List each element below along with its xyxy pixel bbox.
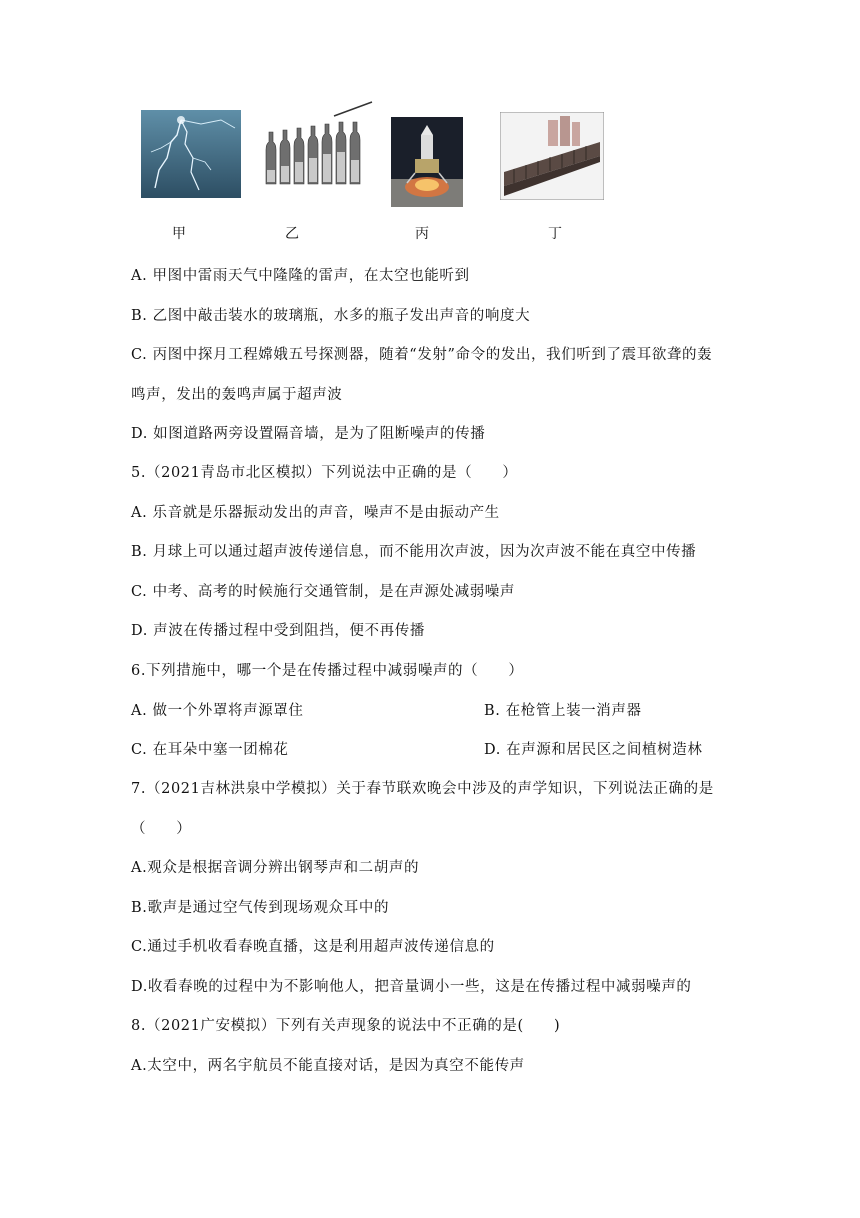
q5-option-c: C. 中考、高考的时候施行交通管制，是在声源处减弱噪声 (131, 584, 515, 600)
caption-bing: 丙 (415, 226, 429, 242)
q8-option-a: A.太空中，两名宇航员不能直接对话，是因为真空不能传声 (131, 1058, 525, 1074)
q7-option-a: A.观众是根据音调分辨出钢琴声和二胡声的 (131, 860, 420, 876)
q5-option-a: A. 乐音就是乐器振动发出的声音，噪声不是由振动产生 (131, 505, 500, 521)
figure-lightning (141, 110, 241, 198)
q6-option-c: C. 在耳朵中塞一团棉花 (131, 742, 289, 758)
caption-ding: 丁 (548, 226, 562, 242)
q7-option-d: D.收看春晚的过程中为不影响他人，把音量调小一些，这是在传播过程中减弱噪声的 (131, 979, 692, 995)
caption-yi: 乙 (285, 226, 299, 242)
q4-option-b: B. 乙图中敲击装水的玻璃瓶，水多的瓶子发出声音的响度大 (131, 308, 531, 324)
q7-stem: 7.（2021吉林洪泉中学模拟）关于春节联欢晚会中涉及的声学知识，下列说法正确的是 (131, 781, 714, 797)
q4-option-c-continued: 鸣声，发出的轰鸣声属于超声波 (131, 387, 343, 403)
figure-sound-barrier (500, 112, 604, 200)
caption-jia: 甲 (172, 226, 186, 242)
figure-bottles (262, 100, 374, 190)
q4-option-a: A. 甲图中雷雨天气中隆隆的雷声，在太空也能听到 (131, 268, 470, 284)
q4-option-d: D. 如图道路两旁设置隔音墙，是为了阻断噪声的传播 (131, 426, 486, 442)
q6-option-a: A. 做一个外罩将声源罩住 (131, 703, 304, 719)
q6-option-d: D. 在声源和居民区之间植树造林 (484, 742, 703, 758)
q5-stem: 5.（2021青岛市北区模拟）下列说法中正确的是（ ） (131, 465, 518, 481)
q5-option-b: B. 月球上可以通过超声波传递信息，而不能用次声波，因为次声波不能在真空中传播 (131, 544, 697, 560)
q8-stem: 8.（2021广安模拟）下列有关声现象的说法中不正确的是( ) (131, 1018, 561, 1034)
q6-option-b: B. 在枪管上装一消声器 (484, 703, 642, 719)
q7-stem-paren: （ ） (131, 821, 192, 837)
q7-option-c: C.通过手机收看春晚直播，这是利用超声波传递信息的 (131, 939, 495, 955)
figure-lunar-lander (391, 117, 463, 207)
q5-option-d: D. 声波在传播过程中受到阻挡，便不再传播 (131, 623, 425, 639)
q4-option-c: C. 丙图中探月工程嫦娥五号探测器，随着“发射”命令的发出，我们听到了震耳欲聋的轰 (131, 347, 713, 363)
q7-option-b: B.歌声是通过空气传到现场观众耳中的 (131, 900, 390, 916)
q6-stem: 6.下列措施中，哪一个是在传播过程中减弱噪声的（ ） (131, 663, 524, 679)
